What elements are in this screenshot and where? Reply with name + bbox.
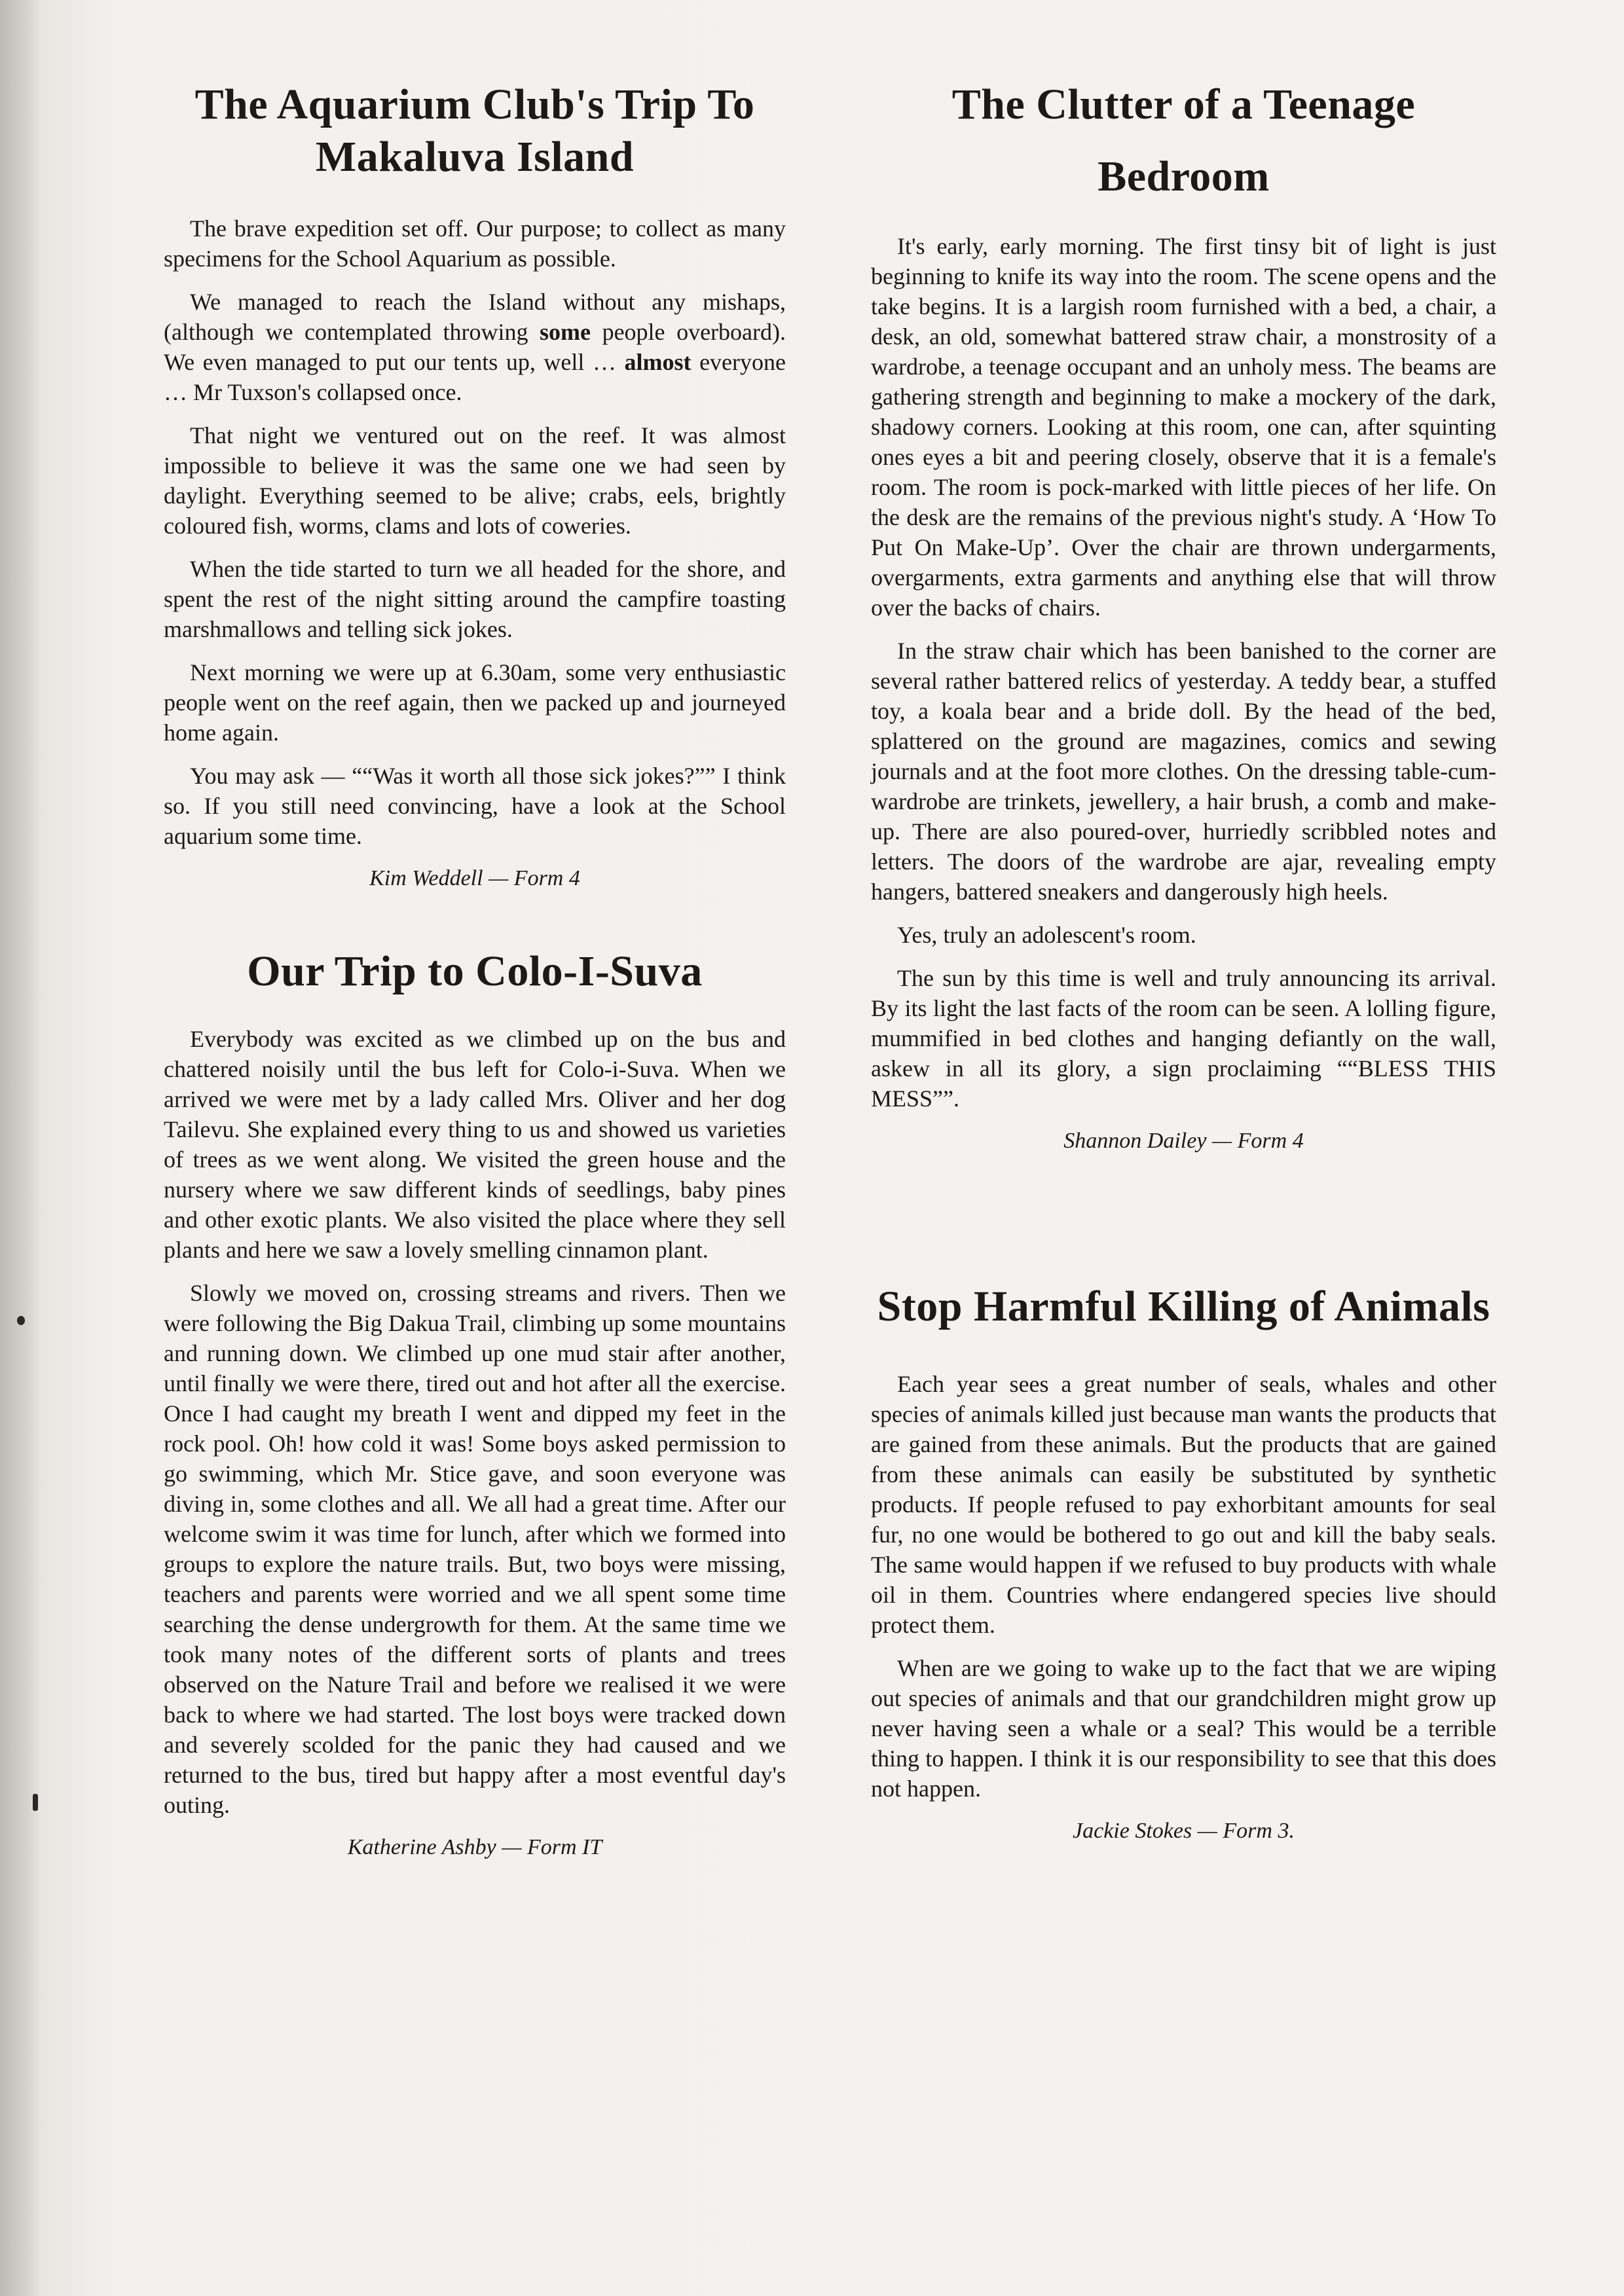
article-paragraph: That night we ventured out on the reef. It was almost impossible to believe it was the same one we had seen by daylight. Everything seemed to be alive; crabs, eels, brightly coloured fish, worms, clams and lots of coweries. <box>164 422 786 539</box>
article-paragraph: Each year sees a great number of seals, whales and other species of animals killed just because man wants the products that are gained from these animals. But the products that are gained from these animals can easily be substituted by synthetic products. If people refused to pay exhorbitant amounts for seal fur, no one would be bothered to go out and kill the baby seals. The same would happen if we refused to buy products with whale oil in them. Countries where endangered species live should protect them. <box>871 1371 1496 1638</box>
article-paragraph: The brave expedition set off. Our purpose; to collect as many specimens for the School Aquarium as possible. <box>164 215 786 272</box>
article-paragraph: In the straw chair which has been banished to the corner are several rather battered relics of yesterday. A teddy bear, a stuffed toy, a koala bear and a bride doll. By the head of the bed, splattered on the ground are magazines, comics and sewing journals and at the foot more clothes. On the dressing table-cum-wardrobe are trinkets, jewellery, a hair brush, a comb and make-up. There are also poured-over, hurriedly scribbled notes and letters. The doors of the wardrobe are ajar, revealing empty hangers, battered sneakers and dangerously high heels. <box>871 638 1496 905</box>
article-paragraph: When the tide started to turn we all headed for the shore, and spent the rest of the night sitting around the campfire toasting marshmallows and telling sick jokes. <box>164 556 786 642</box>
scan-speck <box>33 1794 38 1811</box>
article-paragraph: It's early, early morning. The first tinsy bit of light is just beginning to knife its way into the room. The scene opens and the take begins. It is a largish room furnished with a bed, a chair, a desk, an old, somewhat battered straw chair, a monstrosity of a wardrobe, a teenage occupant and an unholy mess. The beams are gathering strength and beginning to make a mockery of the dark, shadowy corners. Looking at this room, one can, after squinting ones eyes a bit and peering closely, observe that it is a female's room. The room is pock-marked with little pieces of her life. On the desk are the remains of the previous night's study. A ‘How To Put On Make-Up’. Over the chair are thrown undergarments, overgarments, extra garments and anything else that will throw over the backs of chairs. <box>871 233 1496 621</box>
article-paragraph: Yes, truly an adolescent's room. <box>897 922 1196 948</box>
article-byline: Kim Weddell — Form 4 <box>369 866 580 890</box>
article-paragraph: You may ask — ““Was it worth all those sick jokes?”” I think so. If you still need convincing, have a look at the School aquarium some time. <box>164 763 786 849</box>
right-column <box>871 69 1496 1898</box>
article-teenage-bedroom <box>871 69 1496 1156</box>
article-byline: Jackie Stokes — Form 3. <box>1073 1819 1295 1843</box>
article-title: Our Trip to Colo-I-Suva <box>247 947 703 995</box>
article-paragraph: Slowly we moved on, crossing streams and rivers. Then we were following the Big Dakua Trail, climbing up some mountains and running down. We climbed up one mud stair after another, until finally we were there, tired out and hot after all the exercise. Once I had caught my breath I went and dipped my feet in the rock pool. Oh! how cold it was! Some boys asked permission to go swimming, which Mr. Stice gave, and soon everyone was diving in, some clothes and all. We all had a great time. After our welcome swim it was time for lunch, after which we formed into groups to explore the nature trails. But, two boys were missing, teachers and parents were worried and we all spent some time searching the dense undergrowth for them. At the same time we took many notes of the different sorts of plants and trees observed on the Nature Trail and before we realised it we were back to where we had started. The lost boys were tracked down and severely scolded for the panic they had caused and we returned to the bus, tired but happy after a most eventful day's outing. <box>164 1280 786 1818</box>
article-byline: Katherine Ashby — Form IT <box>347 1835 602 1859</box>
article-title: Stop Harmful Killing of Animals <box>877 1283 1490 1330</box>
article-title: The Clutter of a Teenage Bedroom <box>951 81 1416 200</box>
article-title: The Aquarium Club's Trip To Makaluva Island <box>194 81 755 181</box>
article-aquarium-club <box>164 79 786 893</box>
article-paragraph: The sun by this time is well and truly announcing its arrival. By its light the last facts of the room can be seen. A lolling figure, mummified in bed clothes and hanging defiantly on the wall, askew in all its glory, a sign proclaiming ““BLESS THIS MESS””. <box>871 965 1496 1112</box>
article-byline: Shannon Dailey — Form 4 <box>1063 1129 1304 1153</box>
article-paragraph: Next morning we were up at 6.30am, some very enthusiastic people went on the reef again, then we packed up and journeyed home again. <box>164 659 786 746</box>
binding-shadow <box>0 0 39 2296</box>
article-stop-killing <box>871 1271 1496 1846</box>
left-column <box>164 79 786 1914</box>
scan-speck <box>17 1316 25 1325</box>
article-paragraph: When are we going to wake up to the fact that we are wiping out species of animals and that our grandchildren might grow up never having seen a whale or a seal? This would be a terrible thing to happen. I think it is our responsibility to see that this does not happen. <box>871 1655 1496 1802</box>
article-colo-i-suva <box>164 945 786 1862</box>
article-paragraph: Everybody was excited as we climbed up on the bus and chattered noisily until the bus left for Colo-i-Suva. When we arrived we were met by a lady called Mrs. Oliver and her dog Tailevu. She explained every thing to us and showed us varieties of trees as we went along. We visited the green house and the nursery where we saw different kinds of seedlings, baby pines and other exotic plants. We also visited the place where they sell plants and here we saw a lovely smelling cinnamon plant. <box>164 1026 786 1263</box>
article-paragraph: We managed to reach the Island without any mishaps, (although we contemplated throwing some people overboard). We even managed to put our tents up, well … almost everyone … Mr Tuxson's collapsed once. <box>164 289 786 405</box>
